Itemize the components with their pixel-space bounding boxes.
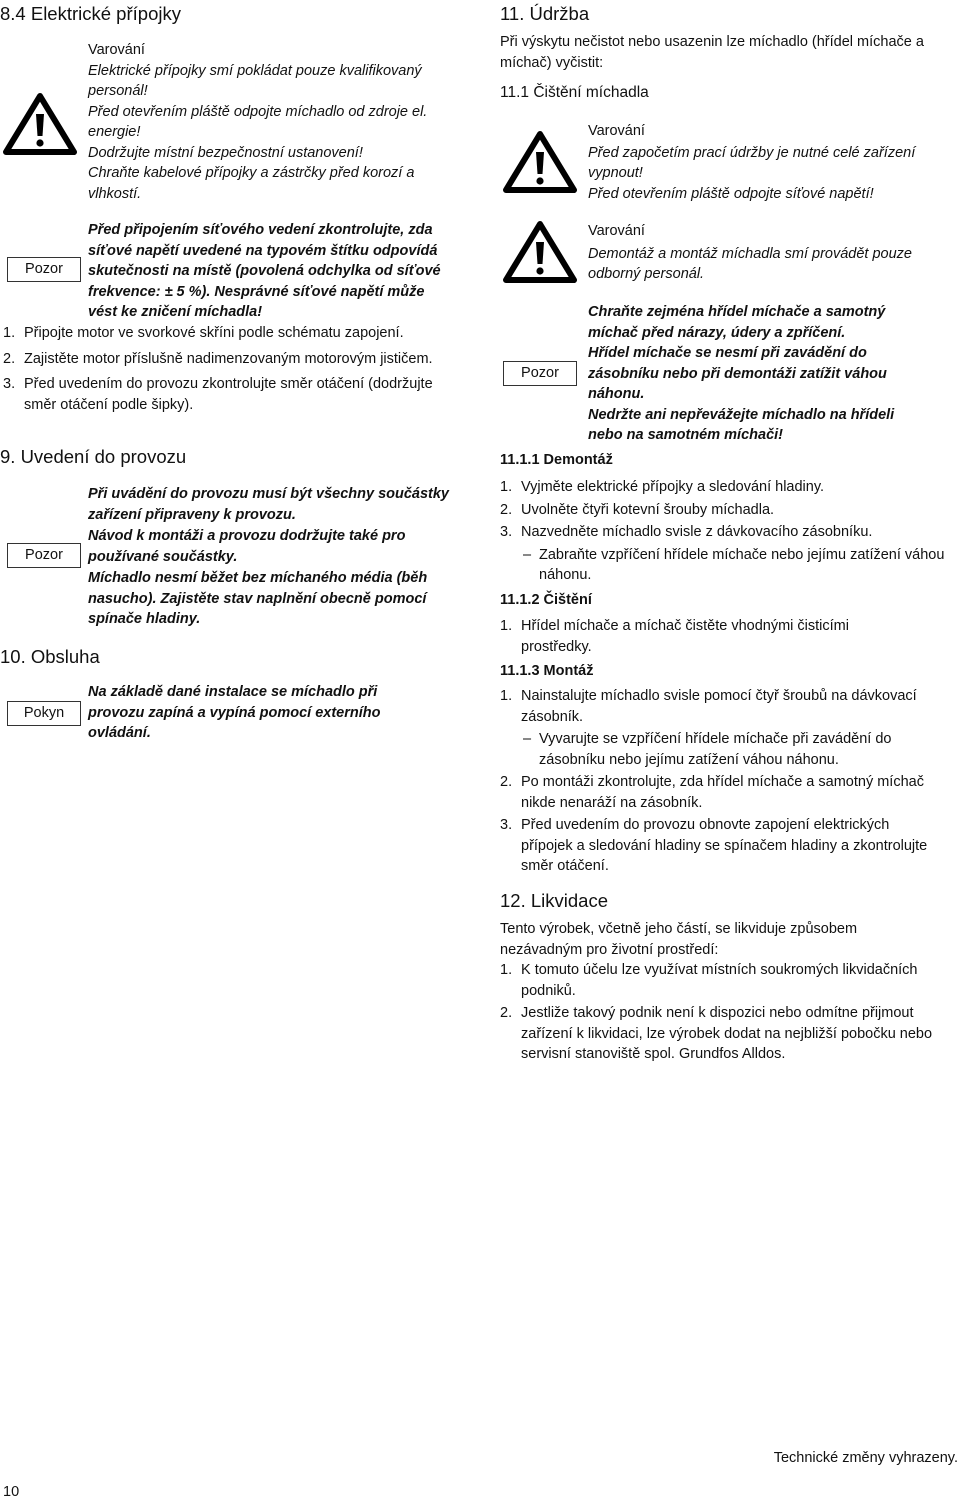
steps-list-12: [500, 960, 958, 1065]
pozor-label-box: Pozor: [7, 543, 81, 568]
info-note-10: [88, 682, 418, 744]
section-title-11-1-1: 11.1.1 Demontáž: [500, 452, 613, 468]
caution-line: Nedržte ani nepřevážejte míchadlo na hřídeli nebo na samotném míchači!: [588, 406, 895, 443]
warning-note-11-1a: [588, 121, 918, 204]
list-subitem: – Zabraňte vzpříčení hřídele míchače nebo jejímu zatížení váhou náhonu.: [523, 546, 945, 583]
warning-note-11-1b: [588, 221, 960, 285]
pozor-label-box: Pozor: [503, 361, 577, 386]
warning-triangle-icon: [2, 92, 78, 156]
caution-note-11-1: [588, 302, 928, 446]
pokyn-label-box: Pokyn: [7, 701, 81, 726]
warning-label: Varování: [588, 223, 645, 239]
steps-list-8-4: [3, 323, 453, 415]
section-title-11-1-3: 11.1.3 Montáž: [500, 663, 594, 679]
warning-text: Demontáž a montáž míchadla smí provádět pouze odborný personál.: [588, 245, 912, 282]
caution-text: Před připojením síťového vedení zkontrolujte, zda síťové napětí uvedené na typovém štítku odpovídá skutečnosti na místě (povolená odchylka od síťové frekvence: ± 5 %). Nesprávné síťové napětí může vést ke zničení míchadla!: [88, 222, 441, 320]
warning-label: Varování: [88, 42, 145, 58]
warning-line: Před otevřením pláště odpojte síťové napětí!: [588, 185, 874, 202]
section-title-11-1-2: 11.1.2 Čištění: [500, 592, 592, 608]
caution-line: Hřídel míchače se nesmí při zavádění do zásobníku nebo při demontáži zatížit váhou náhonu.: [588, 345, 887, 402]
list-item: 2. Jestliže takový podnik není k dispozici nebo odmítne přijmout zařízení k likvidaci, lze výrobek dodat na nejbližší pobočku nebo servisní stanoviště spol. Grundfos Alldos.: [500, 1005, 933, 1062]
section-title-10: 10. Obsluha: [0, 646, 100, 667]
section-title-9: 9. Uvedení do provozu: [0, 446, 187, 467]
caution-note-8-4: [88, 220, 456, 323]
warning-triangle-icon: [502, 220, 578, 284]
list-item: 1. Hřídel míchače a míchač čistěte vhodnými čisticími prostředky.: [500, 618, 849, 655]
section-title-12: 12. Likvidace: [500, 890, 608, 911]
list-item: 1. K tomuto účelu lze využívat místních soukromých likvidačních podniků.: [500, 962, 918, 999]
list-item: 2. Zajistěte motor příslušně nadimenzovaným motorovým jističem.: [3, 350, 433, 367]
pozor-label-box: Pozor: [7, 257, 81, 282]
section-11-intro: Při výskytu nečistot nebo usazenin lze míchadlo (hřídel míchače a míchač) vyčistit:: [500, 34, 924, 71]
steps-list-11-1-1: [500, 477, 955, 586]
caution-line: Chraňte zejména hřídel míchače a samotný míchač před nárazy, údery a zpříčení.: [588, 304, 886, 341]
list-item: 2. Po montáži zkontrolujte, zda hřídel míchače a samotný míchač nikde nenaráží na zásobník.: [500, 774, 924, 811]
list-item: 1. Připojte motor ve svorkové skříni podle schématu zapojení.: [3, 325, 404, 341]
list-item: 3. Nazvedněte míchadlo svisle z dávkovacího zásobníku.: [500, 524, 873, 540]
caution-line: Při uvádění do provozu musí být všechny součástky zařízení připraveny k provozu.: [88, 486, 449, 523]
warning-line: Před započetím prací údržby je nutné celé zařízení vypnout!: [588, 144, 916, 181]
section-title-11: 11. Údržba: [500, 3, 590, 24]
caution-line: Návod k montáži a provozu dodržujte také pro používané součástky.: [88, 528, 406, 565]
caution-note-9: [88, 484, 460, 630]
steps-list-11-1-3: [500, 686, 940, 877]
list-item: 1. Vyjměte elektrické přípojky a sledování hladiny.: [500, 479, 825, 495]
warning-line: Chraňte kabelové přípojky a zástrčky před korozí a vlhkostí.: [88, 165, 415, 202]
page-number: 10: [3, 1484, 20, 1500]
caution-line: Míchadlo nesmí běžet bez míchaného média (běh nasucho). Zajistěte stav naplnění obecně pomocí spínače hladiny.: [88, 570, 428, 627]
warning-note-8-4: [88, 40, 428, 204]
info-text: Na základě dané instalace se míchadlo při provozu zapíná a vypíná pomocí externího ovládání.: [88, 684, 381, 741]
warning-triangle-icon: [502, 130, 578, 194]
list-item: 3. Před uvedením do provozu zkontrolujte směr otáčení (dodržujte směr otáčení podle šipky).: [3, 376, 433, 413]
warning-line: Dodržujte místní bezpečnostní ustanovení!: [88, 144, 363, 161]
list-subitem: – Vyvarujte se vzpříčení hřídele míchače při zavádění do zásobníku nebo jejímu zatížení váhou náhonu.: [523, 731, 892, 768]
warning-line: Před otevřením pláště odpojte míchadlo od zdroje el. energie!: [88, 103, 428, 140]
footer-note: Technické změny vyhrazeny.: [773, 1450, 958, 1466]
list-item: 1. Nainstalujte míchadlo svisle pomocí čtyř šroubů na dávkovací zásobník.: [500, 688, 917, 725]
list-item: 2. Uvolněte čtyři kotevní šrouby míchadla.: [500, 501, 775, 518]
section-title-11-1: 11.1 Čištění míchadla: [500, 84, 649, 101]
warning-label: Varování: [588, 123, 645, 139]
section-title-8-4: 8.4 Elektrické přípojky: [0, 3, 181, 24]
steps-list-11-1-2: [500, 616, 900, 657]
warning-line: Elektrické přípojky smí pokládat pouze kvalifikovaný personál!: [88, 62, 422, 99]
list-item: 3. Před uvedením do provozu obnovte zapojení elektrických přípojek a sledování hladiny se spínačem hladiny a zkontrolujte směr otáčení.: [500, 817, 928, 874]
section-12-intro: Tento výrobek, včetně jeho částí, se likviduje způsobem nezávadným pro životní prostředí:: [500, 921, 858, 958]
